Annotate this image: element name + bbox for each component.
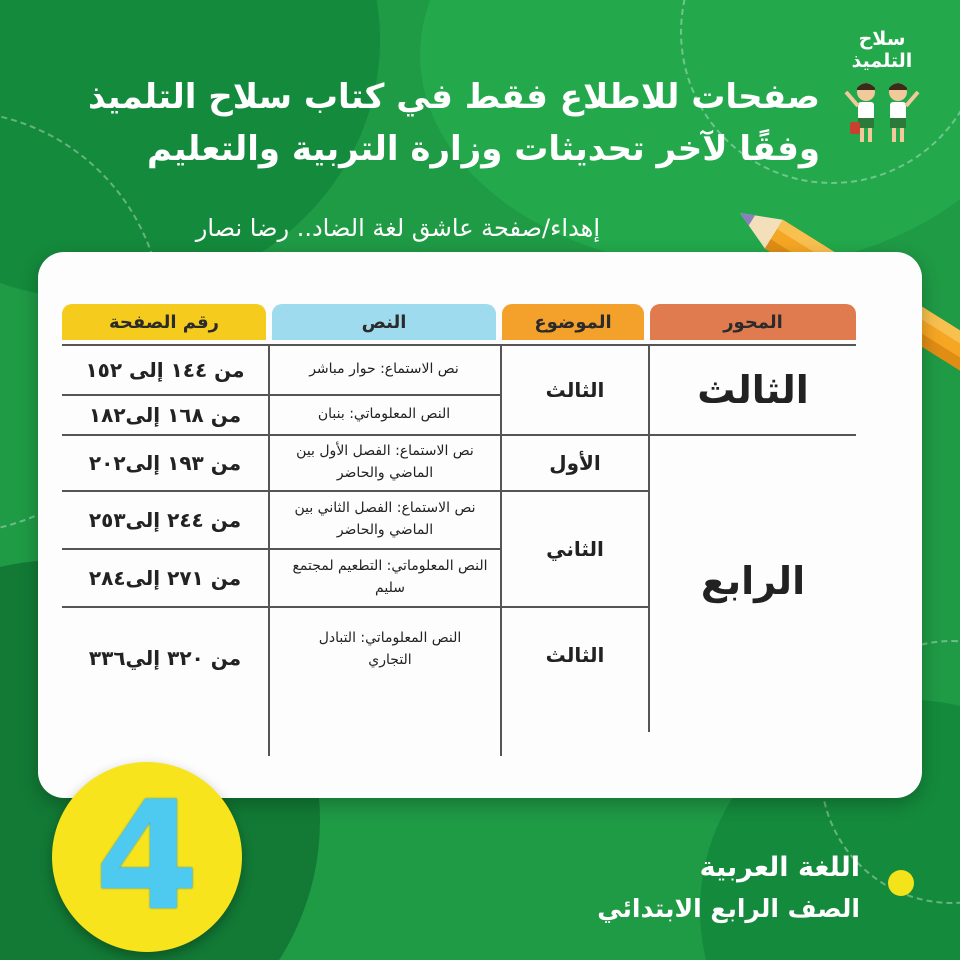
kids-icon — [842, 78, 922, 148]
page-range-cell: من ١٩٣ إلى٢٠٢ — [88, 451, 242, 475]
header-mehwar: المحور — [650, 304, 856, 340]
header-mawdoo: الموضوع — [502, 304, 644, 340]
mawdoo-cell: الأول — [549, 451, 601, 475]
nass-cell: النص المعلوماتي: التطعيم لمجتمع سليم — [292, 558, 488, 596]
brand-logo — [826, 28, 938, 152]
yellow-dot — [888, 870, 914, 896]
nass-cell: نص الاستماع: الفصل الثاني بين الماضي والحاضر — [294, 500, 476, 538]
mehwar-cell: الثالث — [697, 368, 809, 412]
mawdoo-cell: الثالث — [545, 378, 605, 402]
page-range-cell: من ١٦٨ إلى١٨٢ — [88, 403, 242, 427]
header-page: رقم الصفحة — [62, 304, 266, 340]
page-range-cell: من ٢٤٤ إلى٢٥٣ — [88, 508, 242, 532]
nass-cell: نص الاستماع: الفصل الأول بين الماضي والحاضر — [296, 443, 474, 481]
page-title-line-2: وفقًا لآخر تحديثات وزارة التربية والتعليم — [146, 129, 820, 169]
page-range-cell: من ٢٧١ إلى٢٨٤ — [88, 566, 242, 590]
page-range-cell: من ١٤٤ إلى ١٥٢ — [85, 358, 245, 382]
nass-cell: النص المعلوماتي: التبادل التجاري — [318, 630, 462, 668]
page-title-line-1: صفحات للاطلاع فقط في كتاب سلاح التلميذ — [87, 77, 820, 117]
dedication-text: إهداء/صفحة عاشق لغة الضاد.. رضا نصار — [195, 214, 600, 242]
grade-number: 4 — [94, 770, 200, 944]
mawdoo-cell: الثالث — [545, 643, 605, 667]
header-nass: النص — [272, 304, 496, 340]
nass-cell: النص المعلوماتي: بنبان — [317, 406, 451, 423]
subject-label: اللغة العربية — [699, 852, 860, 883]
mawdoo-cell: الثاني — [546, 537, 604, 561]
nass-cell: نص الاستماع: حوار مباشر — [309, 361, 459, 378]
logo-text: سلاح التلميذ — [851, 28, 913, 72]
page-range-cell: من ٣٢٠ إلي٣٣٦ — [88, 646, 242, 670]
mehwar-cell: الرابع — [700, 559, 806, 603]
grade-label: الصف الرابع الابتدائي — [597, 894, 860, 923]
